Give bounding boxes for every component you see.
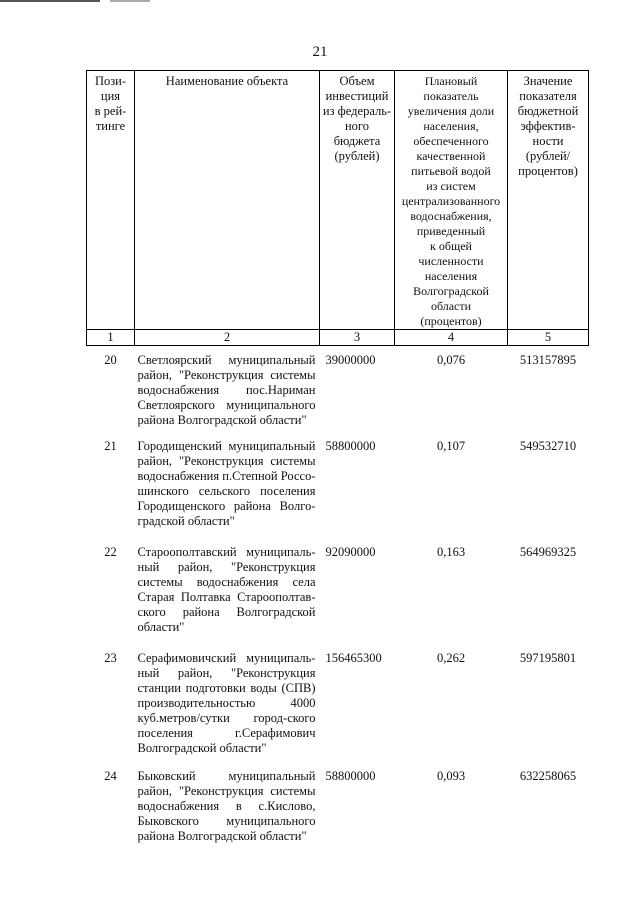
- row-efficiency: 632258065: [519, 768, 577, 783]
- header-row: [87, 71, 589, 330]
- row-position: 24: [104, 768, 117, 783]
- page-number: 21: [312, 44, 328, 60]
- row-efficiency: 513157895: [519, 353, 577, 367]
- row-investment: 58800000: [325, 438, 376, 453]
- table-row: [87, 346, 589, 439]
- column-number: 5: [508, 330, 589, 346]
- rating-table: [86, 70, 589, 849]
- row-planned-share: 0,163: [436, 544, 466, 559]
- row-investment: 156465300: [325, 650, 382, 665]
- table-row: [87, 651, 589, 769]
- row-efficiency: 597195801: [519, 650, 577, 665]
- column-number: 2: [135, 330, 320, 346]
- header-position: Пози- ция в рей- тинге: [87, 71, 135, 330]
- header-investment: Объем инвестиций из федераль- ного бюджета (рублей): [320, 71, 395, 330]
- row-efficiency: 549532710: [519, 438, 577, 453]
- column-number-row: [87, 330, 589, 346]
- header-object-name: Наименование объекта: [135, 71, 320, 330]
- row-object-name: Серафимовичский муниципаль-ный район, "Реконструкция станции подготовки воды (СПВ) производительностью 4000 куб.метров/сутки город-ского поселения г.Серафимович Волгоградской области": [137, 650, 316, 755]
- row-position: 22: [104, 544, 117, 559]
- row-position: 23: [104, 650, 117, 665]
- scan-artifact-line: [0, 0, 100, 2]
- row-object-name: Быковский муниципальный район, "Реконструкция системы водоснабжения в с.Кислово, Быковского муниципального района Волгоградской области": [137, 768, 316, 843]
- row-object-name: Староополтавский муниципаль-ный район, "Реконструкция системы водоснабжения села Старая Полтавка Староополтав-ского района Волгоградской области": [137, 544, 316, 634]
- table-row: [87, 545, 589, 651]
- row-efficiency: 564969325: [519, 544, 577, 559]
- row-planned-share: 0,093: [436, 768, 466, 783]
- header-efficiency: Значение показателя бюджетной эффектив- ности (рублей/ процентов): [508, 71, 589, 330]
- row-object-name: Светлоярский муниципальный район, "Реконструкция системы водоснабжения пос.Нариман Светлоярского муниципального района Волгоградской области": [137, 353, 316, 427]
- column-number: 4: [395, 330, 508, 346]
- table-row: [87, 769, 589, 849]
- scan-artifact-line: [110, 0, 150, 2]
- row-position: 20: [104, 353, 117, 367]
- header-planned-share: Плановый показатель увеличения доли населения, обеспеченного качественной питьевой водой из систем централизованного водоснабжения, приведенный к общей численности населения Волгоградской области (процентов): [395, 71, 508, 330]
- row-investment: 39000000: [325, 353, 376, 367]
- row-object-name: Городищенский муниципальный район, "Реконструкция системы водоснабжения п.Степной Россо-шинского сельского поселения Городищенского района Волго-градской области": [137, 438, 316, 528]
- row-planned-share: 0,107: [436, 438, 466, 453]
- row-investment: 92090000: [325, 544, 376, 559]
- column-number: 1: [87, 330, 135, 346]
- table-row: [87, 439, 589, 545]
- row-position: 21: [104, 438, 117, 453]
- row-planned-share: 0,262: [436, 650, 466, 665]
- row-planned-share: 0,076: [436, 353, 466, 367]
- row-investment: 58800000: [325, 768, 376, 783]
- column-number: 3: [320, 330, 395, 346]
